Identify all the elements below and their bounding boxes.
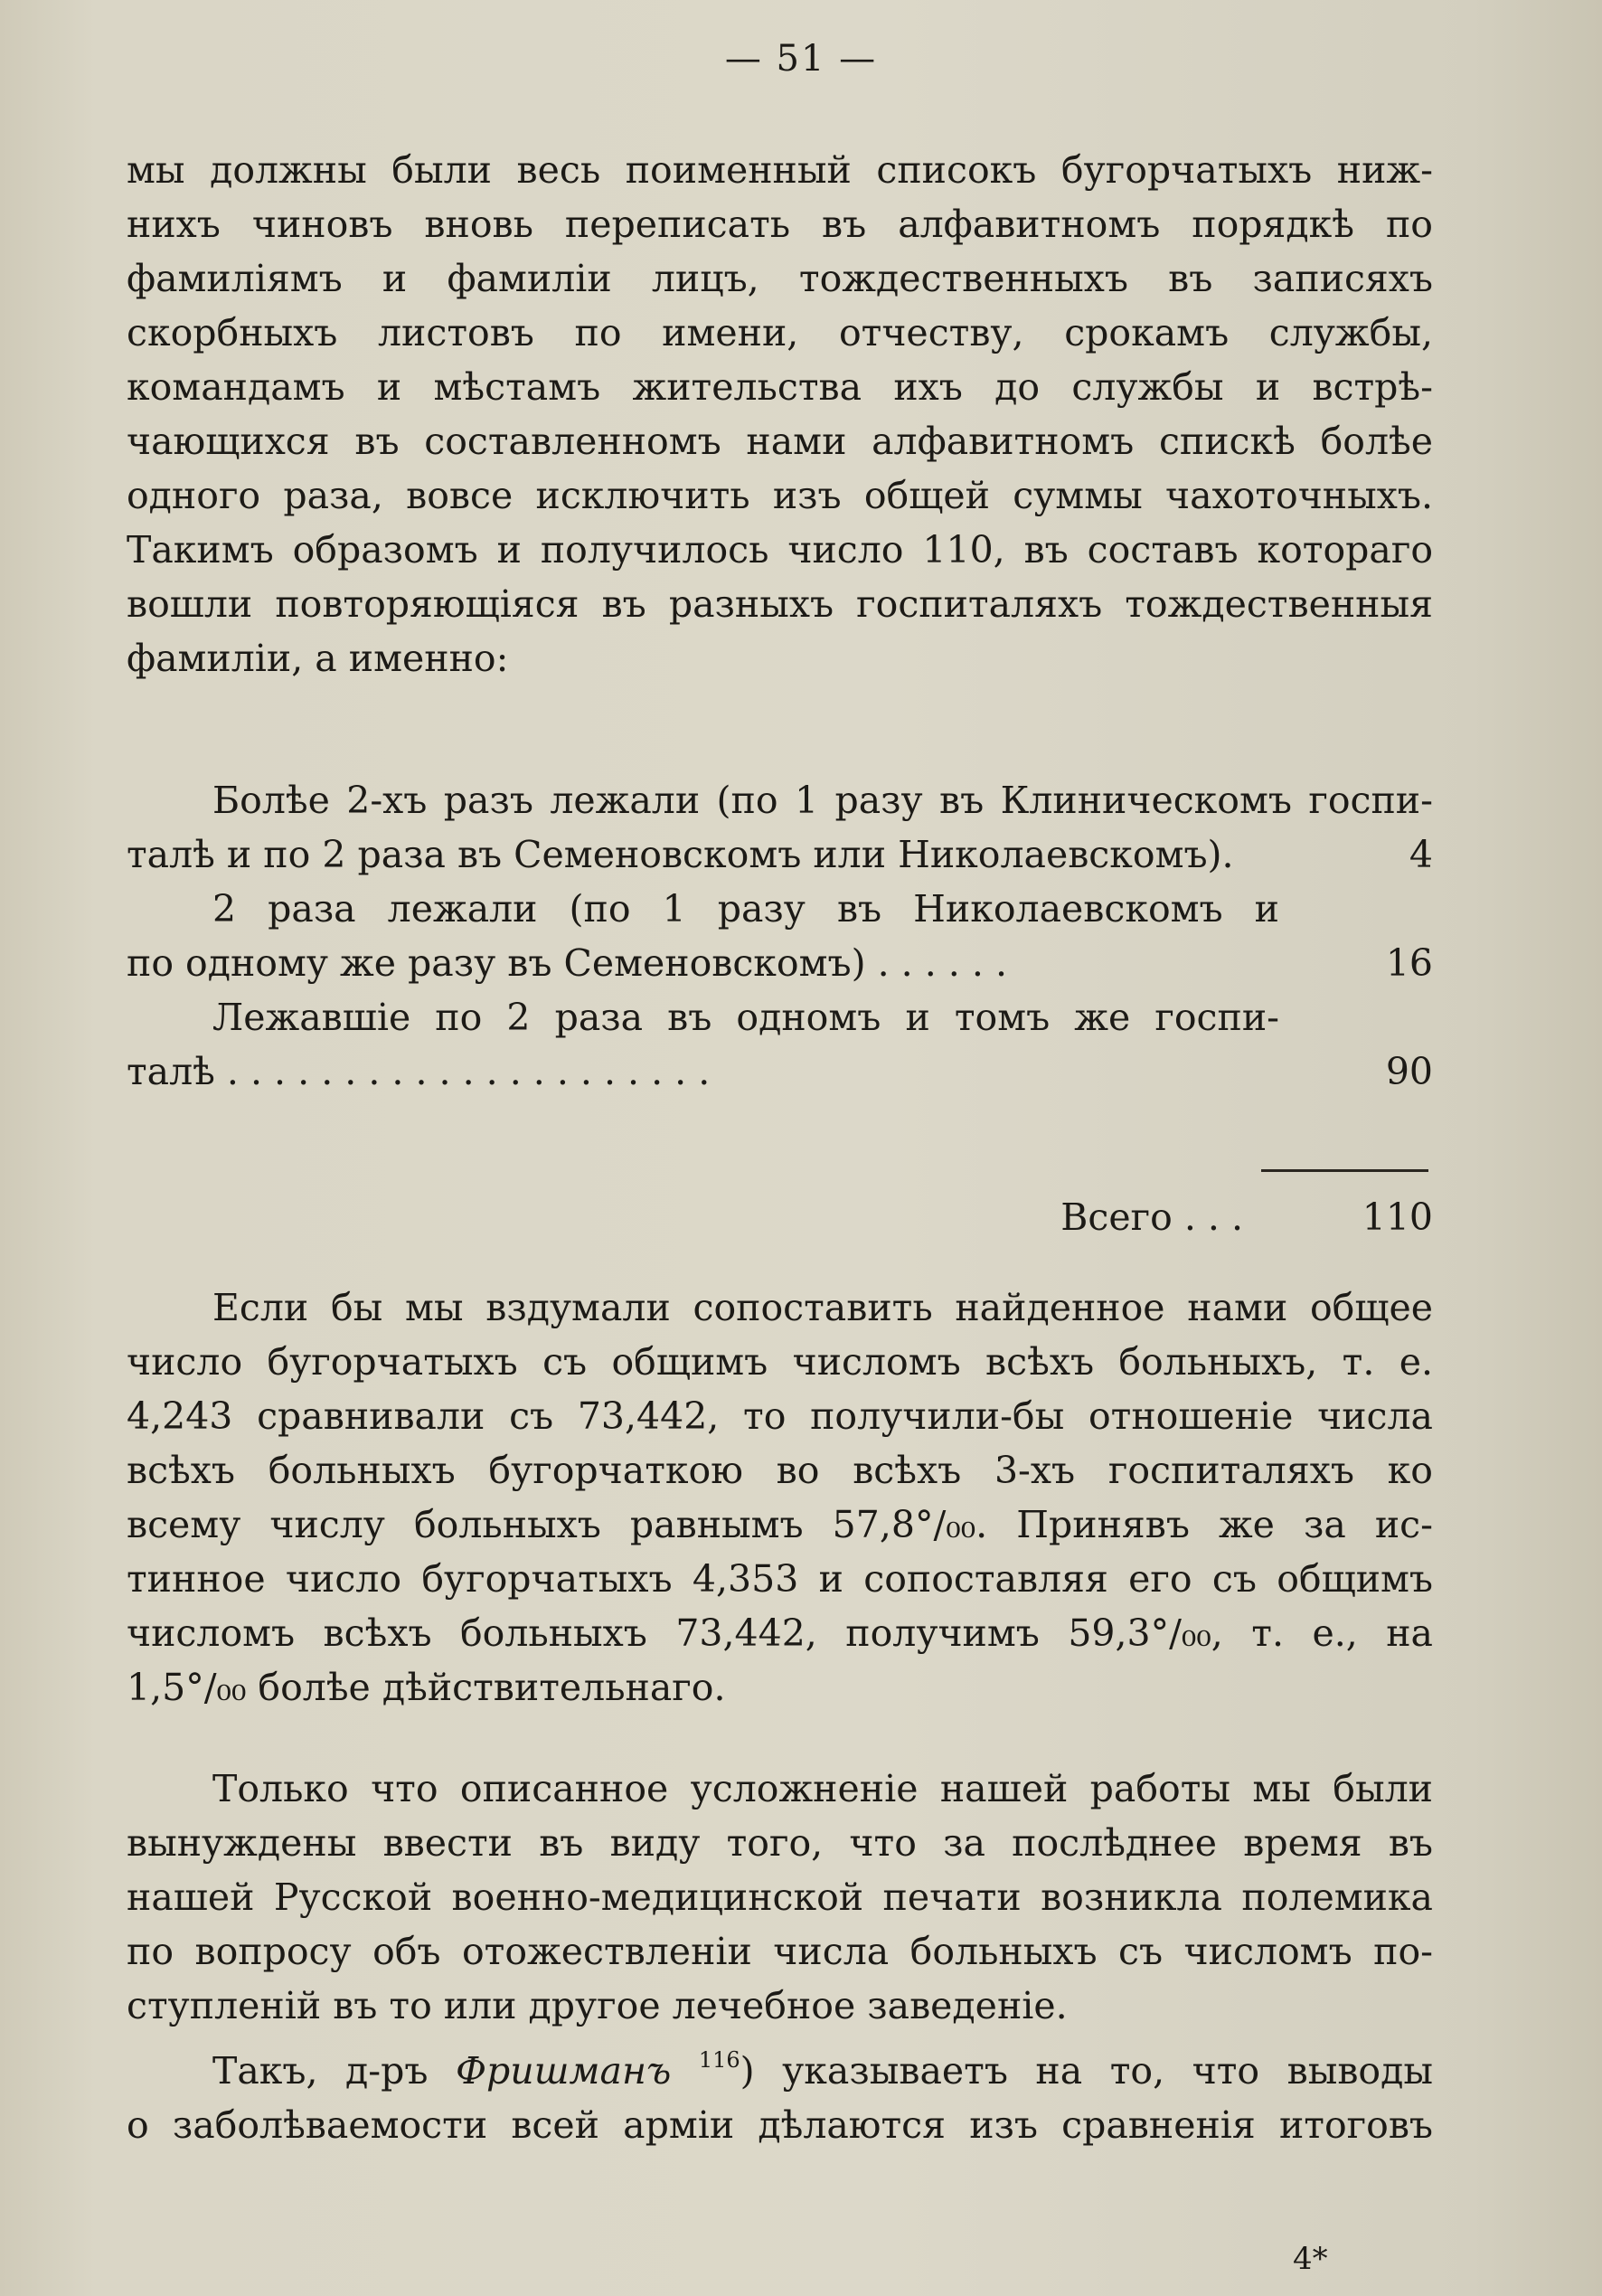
paragraph-3 bbox=[127, 1762, 1433, 2033]
text-line: одного раза, вовсе исключить изъ общей суммы чахоточныхъ. bbox=[127, 474, 1433, 517]
tally-entry bbox=[127, 773, 1433, 882]
total-value: 110 bbox=[1362, 1195, 1433, 1239]
tally-entry-value: 16 bbox=[1385, 941, 1433, 985]
text-line: фамиліямъ и фамиліи лицъ, тождественныхъ въ записяхъ bbox=[127, 257, 1433, 300]
text-line: всѣхъ больныхъ бугорчаткою во всѣхъ 3-хъ госпиталяхъ ко bbox=[127, 1449, 1433, 1492]
tally-entry bbox=[127, 882, 1433, 990]
total-label: Всего . . . bbox=[1060, 1195, 1243, 1239]
paragraph-4 bbox=[127, 2044, 1433, 2152]
text-line: командамъ и мѣстамъ жительства ихъ до службы и встрѣ- bbox=[127, 365, 1433, 409]
tally-total bbox=[127, 1190, 1433, 1244]
text-line: всему числу больныхъ равнымъ 57,8°/₀₀. Принявъ же за ис- bbox=[127, 1503, 1433, 1546]
text-line: вынуждены ввести въ виду того, что за послѣднее время въ bbox=[127, 1821, 1433, 1865]
text-line bbox=[127, 2044, 1433, 2098]
text-line: нашей Русской военно-медицинской печати возникла полемика bbox=[127, 1876, 1433, 1919]
tally-entry bbox=[127, 990, 1433, 1099]
text-line: по вопросу объ отожествленіи числа больныхъ съ числомъ по- bbox=[127, 1930, 1433, 1973]
text-line: числомъ всѣхъ больныхъ 73,442, получимъ 59,3°/₀₀, т. е., на bbox=[127, 1611, 1433, 1655]
tally-entry-line: талѣ . . . . . . . . . . . . . . . . . . . . . bbox=[127, 1050, 711, 1093]
text-fragment: Такъ, д-ръ bbox=[212, 2049, 429, 2093]
text-line: Такимъ образомъ и получилось число 110, въ составъ котораго bbox=[127, 528, 1433, 572]
tally-entry-value: 4 bbox=[1409, 833, 1433, 876]
text-line: ступленій въ то или другое лечебное заведеніе. bbox=[127, 1984, 1068, 2027]
text-line: фамиліи, а именно: bbox=[127, 637, 509, 680]
text-line: Только что описанное усложненіе нашей работы мы были bbox=[212, 1767, 1433, 1810]
text-line: Если бы мы вздумали сопоставить найденное нами общее bbox=[212, 1286, 1433, 1329]
text-line: 4,243 сравнивали съ 73,442, то получили-бы отношеніе числа bbox=[127, 1394, 1433, 1438]
paragraph-2 bbox=[127, 1280, 1433, 1715]
text-line: вошли повторяющіяся въ разныхъ госпиталяхъ тождественныя bbox=[127, 582, 1433, 626]
paragraph-1 bbox=[127, 143, 1433, 685]
text-line: нихъ чиновъ вновь переписать въ алфавитномъ порядкѣ по bbox=[127, 203, 1433, 246]
text-line: о заболѣваемости всей арміи дѣлаются изъ сравненія итоговъ bbox=[127, 2103, 1433, 2147]
text-line: чающихся въ составленномъ нами алфавитномъ спискѣ болѣе bbox=[127, 420, 1433, 463]
author-name: Фришманъ bbox=[456, 2049, 672, 2093]
sum-rule bbox=[1261, 1169, 1428, 1172]
tally-entry-line: Лежавшіе по 2 раза въ одномъ и томъ же госпи- bbox=[212, 996, 1279, 1039]
text-line: мы должны были весь поименный списокъ бугорчатыхъ ниж- bbox=[127, 148, 1433, 192]
text-fragment: ) указываетъ на то, что выводы bbox=[740, 2049, 1433, 2093]
signature-mark: 4* bbox=[1293, 2241, 1328, 2277]
text-line: тинное число бугорчатыхъ 4,353 и сопоставляя его съ общимъ bbox=[127, 1557, 1433, 1601]
text-line: число бугорчатыхъ съ общимъ числомъ всѣхъ больныхъ, т. е. bbox=[127, 1340, 1433, 1384]
footnote-ref: 116 bbox=[698, 2047, 740, 2073]
tally-entry-line: талѣ и по 2 раза въ Семеновскомъ или Николаевскомъ). bbox=[127, 833, 1234, 876]
tally-list bbox=[127, 773, 1433, 1099]
tally-entry-value: 90 bbox=[1385, 1050, 1433, 1093]
tally-entry-line: Болѣе 2-хъ разъ лежали (по 1 разу въ Клиническомъ госпи- bbox=[212, 779, 1433, 822]
text-line: 1,5°/₀₀ болѣе дѣйствительнаго. bbox=[127, 1666, 726, 1709]
tally-entry-line: 2 раза лежали (по 1 разу въ Николаевскомъ и bbox=[212, 887, 1279, 931]
text-line: скорбныхъ листовъ по имени, отчеству, срокамъ службы, bbox=[127, 311, 1433, 354]
tally-entry-line: по одному же разу въ Семеновскомъ) . . . . . . bbox=[127, 941, 1007, 985]
page-number: — 51 — bbox=[724, 38, 878, 80]
